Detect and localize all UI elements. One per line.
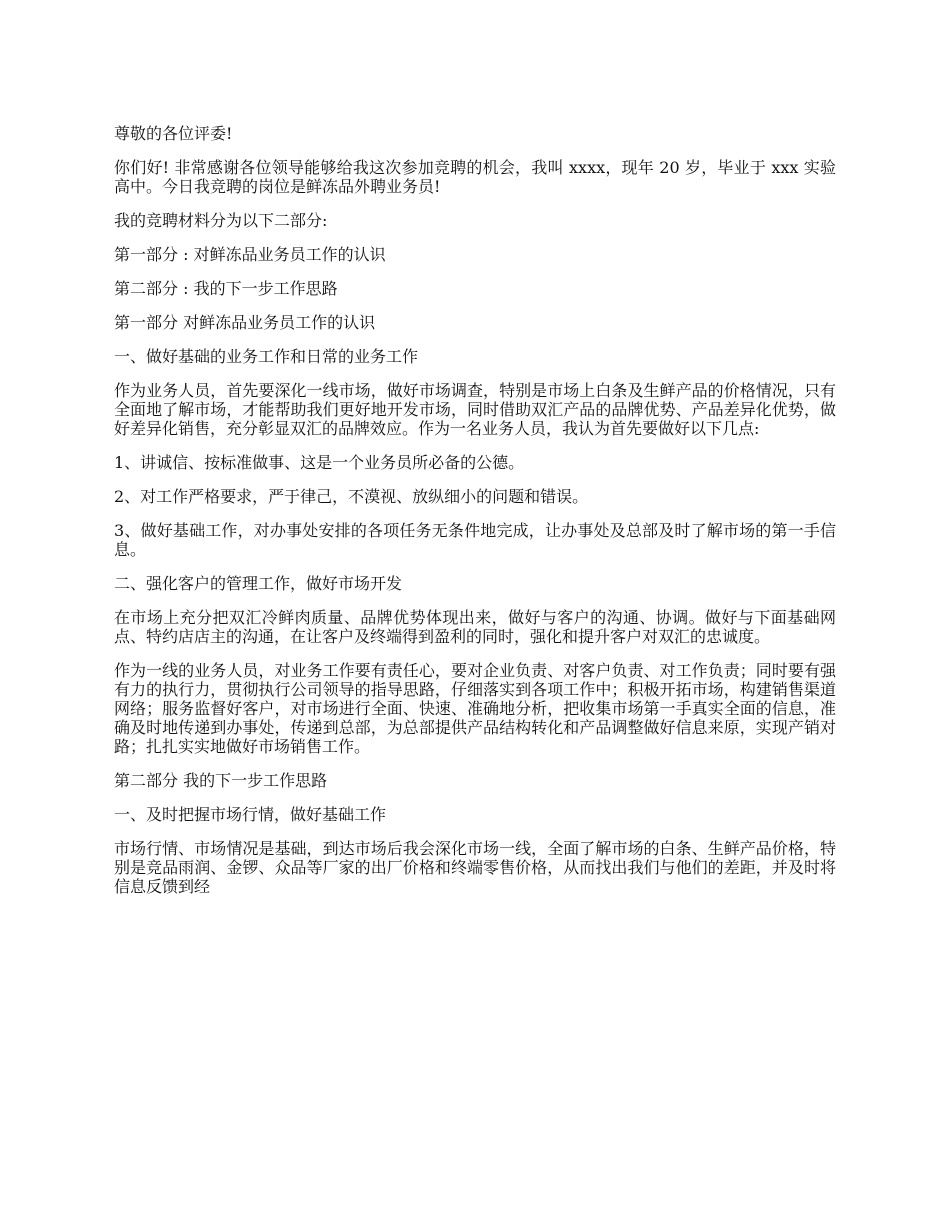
outline-item-part-one: 第一部分 : 对鲜冻品业务员工作的认识 [114, 245, 386, 264]
paragraph-basic-work: 作为业务人员，首先要深化一线市场，做好市场调查，特别是市场上白条及生鲜产品的价格情况，只有全面地了解市场，才能帮助我们更好地开发市场，同时借助双汇产品的品牌优势、产品差异化优势，做好差异化销售，充分彰显双汇的品牌效应。作为一名业务人员，我认为首先要做好以下几点: [114, 381, 836, 438]
subheading-basic-work: 一、做好基础的业务工作和日常的业务工作 [114, 347, 419, 366]
subheading-customer-management: 二、强化客户的管理工作，做好市场开发 [114, 574, 403, 593]
paragraph-greeting-intro: 你们好! 非常感谢各位领导能够给我这次参加竞聘的机会，我叫 xxxx，现年 20 岁，毕业于 xxx 实验高中。今日我竞聘的岗位是鲜冻品外聘业务员! [114, 158, 836, 196]
document-body [114, 124, 836, 911]
subheading-market-trends: 一、及时把握市场行情，做好基础工作 [114, 805, 387, 824]
paragraph-outline-intro: 我的竞聘材料分为以下二部分: [114, 211, 328, 230]
outline-item-part-two: 第二部分 : 我的下一步工作思路 [114, 279, 338, 298]
paragraph-market-trends: 市场行情、市场情况是基础，到达市场后我会深化市场一线，全面了解市场的白条、生鲜产品价格，特别是竞品雨润、金锣、众品等厂家的出厂价格和终端零售价格，从而找出我们与他们的差距，并及时将信息反馈到经 [114, 839, 836, 896]
list-item-3: 3、做好基础工作，对办事处安排的各项任务无条件地完成，让办事处及总部及时了解市场的第一手信息。 [114, 521, 836, 559]
salutation: 尊敬的各位评委! [114, 124, 233, 143]
list-item-1: 1、讲诚信、按标准做事、这是一个业务员所必备的公德。 [114, 453, 525, 472]
section-heading-part-two: 第二部分 我的下一步工作思路 [114, 771, 328, 790]
section-heading-part-one: 第一部分 对鲜冻品业务员工作的认识 [114, 313, 376, 332]
paragraph-responsibility: 作为一线的业务人员，对业务工作要有责任心，要对企业负责、对客户负责、对工作负责；同时要有强有力的执行力，贯彻执行公司领导的指导思路，仔细落实到各项工作中；积极开拓市场，构建销售渠道网络；服务监督好客户，对市场进行全面、快速、准确地分析，把收集市场第一手真实全面的信息，准确及时地传递到办事处，传递到总部，为总部提供产品结构转化和产品调整做好信息来原，实现产销对路；扎扎实实地做好市场销售工作。 [114, 661, 836, 756]
list-item-2: 2、对工作严格要求，严于律己，不漠视、放纵细小的问题和错误。 [114, 487, 589, 506]
paragraph-customer-management: 在市场上充分把双汇冷鲜肉质量、品牌优势体现出来，做好与客户的沟通、协调。做好与下面基础网点、特约店店主的沟通，在让客户及终端得到盈利的同时，强化和提升客户对双汇的忠诚度。 [114, 608, 836, 646]
